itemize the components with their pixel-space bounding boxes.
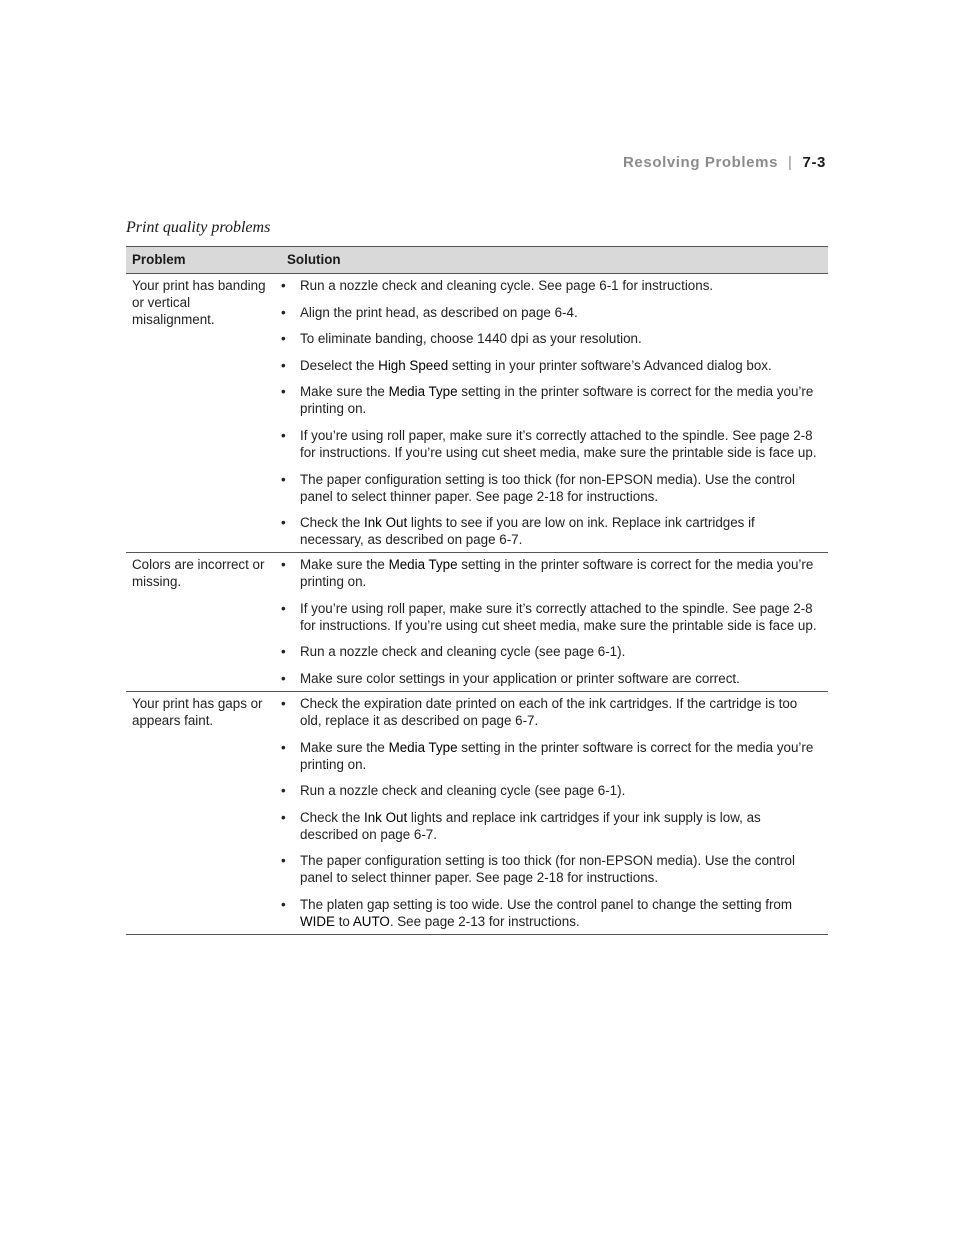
solution-text: Check the expiration date printed on each of the ink cartridges. If the cartridge is too old, replace it as described on page 6-7. (300, 695, 798, 728)
solution-text: . See page 2-13 for instructions. (389, 913, 580, 929)
solution-text: Make sure the (300, 739, 389, 755)
solution-text: setting in the printer software is correct for the media you’re printing on. (300, 557, 814, 590)
solution-list (281, 556, 818, 687)
setting-name: Ink Out (364, 809, 408, 825)
solution-text: setting in the printer software is correct for the media you’re printing on. (300, 739, 814, 772)
solution-text: Run a nozzle check and cleaning cycle (see page 6-1). (300, 644, 626, 660)
print-quality-table (126, 246, 828, 935)
problem-cell: Colors are incorrect or missing. (126, 553, 281, 692)
solution-text: The platen gap setting is too wide. Use the control panel to change the setting from (300, 896, 793, 912)
table-body (126, 274, 828, 935)
table-row (126, 553, 828, 692)
solution-list (281, 695, 818, 930)
solution-text: lights to see if you are low on ink. Replace ink cartridges if necessary, as described on page 6-7. (300, 515, 755, 548)
solution-text: Check the (300, 809, 365, 825)
solution-item (281, 695, 818, 729)
solution-text: lights and replace ink cartridges if your ink supply is low, as described on page 6-7. (300, 809, 761, 842)
setting-name: Ink Out (364, 515, 408, 531)
solution-item (281, 357, 818, 374)
header-separator: | (788, 154, 793, 171)
solution-item (281, 809, 818, 843)
column-header-problem: Problem (126, 247, 281, 274)
column-header-solution: Solution (281, 247, 828, 274)
solution-text: Run a nozzle check and cleaning cycle (see page 6-1). (300, 783, 626, 799)
problem-cell: Your print has banding or vertical misalignment. (126, 274, 281, 553)
solution-text: The paper configuration setting is too thick (for non-EPSON media). Use the control panel to select thinner paper. See page 2-18 for instructions. (300, 471, 795, 504)
setting-name: AUTO (352, 913, 390, 929)
table-header-row (126, 247, 828, 274)
solution-text: Make sure the (300, 384, 389, 400)
solution-text: If you’re using roll paper, make sure it’s correctly attached to the spindle. See page 2-8 for instructions. If you’re using cut sheet media, make sure the printable side is face up. (300, 427, 817, 460)
solution-text: setting in the printer software is correct for the media you’re printing on. (300, 384, 814, 417)
solution-item (281, 896, 818, 930)
solution-item (281, 514, 818, 548)
solution-text: Make sure the (300, 557, 389, 573)
solution-text: The paper configuration setting is too thick (for non-EPSON media). Use the control panel to select thinner paper. See page 2-18 for instructions. (300, 853, 795, 886)
table-row (126, 691, 828, 934)
running-header (623, 154, 826, 171)
solution-item (281, 600, 818, 634)
solution-text: Check the (300, 515, 365, 531)
solution-cell (281, 691, 828, 934)
solution-text: Align the print head, as described on page 6-4. (300, 304, 578, 320)
solution-text: Make sure color settings in your application or printer software are correct. (300, 670, 740, 686)
solution-list (281, 277, 818, 548)
solution-item (281, 556, 818, 590)
setting-name: Media Type (388, 557, 458, 573)
solution-text: If you’re using roll paper, make sure it’s correctly attached to the spindle. See page 2-8 for instructions. If you’re using cut sheet media, make sure the printable side is face up. (300, 600, 817, 633)
table-title: Print quality problems (126, 219, 271, 236)
page-number: 7-3 (802, 154, 826, 171)
setting-name: Media Type (388, 384, 458, 400)
solution-cell (281, 274, 828, 553)
solution-text: setting in your printer software’s Advanced dialog box. (448, 357, 772, 373)
solution-item (281, 427, 818, 461)
table-row (126, 274, 828, 553)
problem-cell: Your print has gaps or appears faint. (126, 691, 281, 934)
solution-item (281, 852, 818, 886)
section-title: Resolving Problems (623, 154, 779, 171)
solution-item (281, 471, 818, 505)
solution-text: Deselect the (300, 357, 379, 373)
solution-item (281, 304, 818, 321)
solution-text: To eliminate banding, choose 1440 dpi as your resolution. (300, 331, 642, 347)
solution-cell (281, 553, 828, 692)
setting-name: Media Type (388, 739, 458, 755)
setting-name: High Speed (378, 357, 449, 373)
solution-item (281, 782, 818, 799)
solution-item (281, 643, 818, 660)
solution-item (281, 330, 818, 347)
solution-item (281, 277, 818, 294)
solution-text: to (334, 913, 353, 929)
solution-item (281, 670, 818, 687)
solution-item (281, 383, 818, 417)
solution-text: Run a nozzle check and cleaning cycle. See page 6-1 for instructions. (300, 278, 714, 293)
setting-name: WIDE (300, 913, 335, 929)
solution-item (281, 739, 818, 773)
